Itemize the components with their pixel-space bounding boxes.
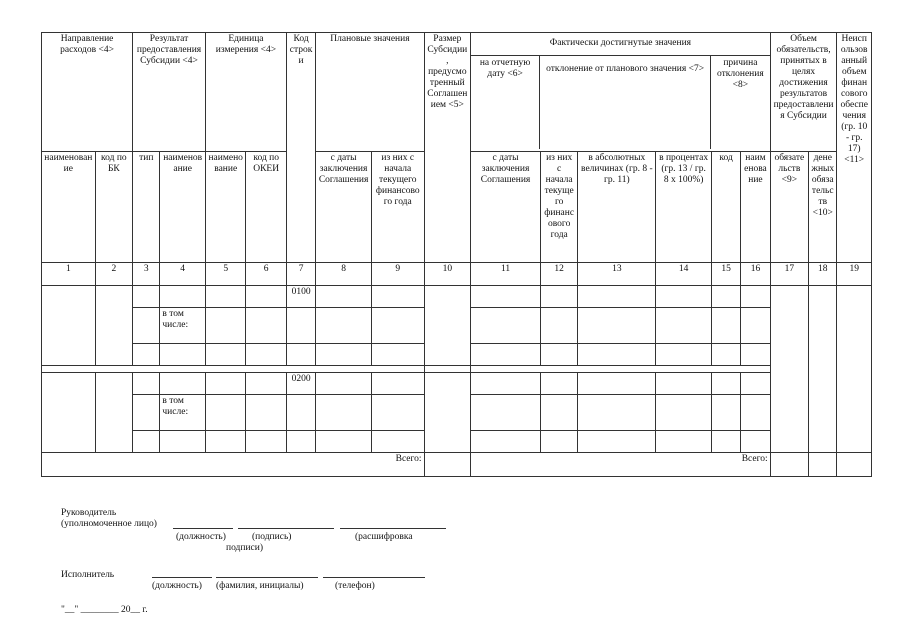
exec-position-caption: (должность) (152, 581, 202, 591)
cell-subsidy-size[interactable] (424, 286, 471, 366)
spacer-cell (42, 366, 425, 373)
column-numbers-row (42, 263, 872, 286)
cell[interactable] (540, 431, 577, 453)
cell[interactable] (656, 395, 712, 431)
cell[interactable] (471, 344, 541, 366)
sub-okei-code: код по ОКЕИ (246, 152, 286, 263)
cell[interactable] (656, 431, 712, 453)
head-decoding-line[interactable] (340, 528, 446, 529)
total-subsidy-size[interactable] (424, 453, 471, 477)
cell[interactable] (133, 308, 160, 344)
line-code-cell: 0100 (286, 286, 315, 308)
sub-monetary-obligations: денежных обязательств <10> (809, 152, 837, 263)
cell[interactable] (711, 286, 740, 308)
cell[interactable] (316, 395, 372, 431)
head-position-caption: (должность) (176, 532, 226, 542)
cell[interactable] (246, 344, 286, 366)
cell[interactable] (160, 373, 206, 395)
head-decoding-caption-2: подписи) (226, 543, 264, 553)
header-subsidy-size: Размер Субсидии, предусмотренный Соглашением <5> (424, 33, 471, 263)
col-number: 2 (95, 263, 132, 286)
spacer-cell (424, 366, 471, 373)
cell[interactable] (741, 286, 770, 308)
cell[interactable] (160, 431, 206, 453)
cell[interactable] (316, 431, 372, 453)
col-number: 6 (246, 263, 286, 286)
sub-reason-name: наименование (741, 152, 770, 263)
table-row (42, 373, 872, 395)
cell[interactable] (471, 308, 541, 344)
header-actual-on-date: на отчетную дату <6> (471, 56, 540, 149)
cell[interactable] (371, 373, 424, 395)
cell[interactable] (578, 395, 656, 431)
sub-direction-name: наименование (42, 152, 96, 263)
cell[interactable] (246, 395, 286, 431)
cell[interactable] (711, 373, 740, 395)
cell[interactable] (133, 373, 160, 395)
sub-actual-from-year: из них с начала текущего финансового года (540, 152, 577, 263)
col-number: 7 (286, 263, 315, 286)
cell[interactable] (540, 373, 577, 395)
col-number: 12 (540, 263, 577, 286)
table-row-spacer (42, 366, 872, 373)
cell-monetary-obligations[interactable] (809, 286, 837, 453)
spacer-cell (471, 366, 771, 373)
sub-obligations: обязательств <9> (770, 152, 808, 263)
sub-planned-from-year: из них с начала текущего финансового года (371, 152, 424, 263)
exec-name-line[interactable] (216, 577, 318, 578)
line-code-cell: 0200 (286, 373, 315, 395)
cell[interactable] (316, 373, 372, 395)
sub-reason-code: код (711, 152, 740, 263)
cell[interactable] (316, 308, 372, 344)
header-result: Результат предоставления Субсидии <4> (133, 33, 206, 152)
cell[interactable] (133, 395, 160, 431)
cell-direction-name[interactable] (42, 373, 96, 453)
total-label-right: Всего: (471, 453, 771, 477)
cell[interactable] (371, 308, 424, 344)
exec-name-caption: (фамилия, инициалы) (216, 581, 304, 591)
sub-dev-percent: в процентах (гр. 13 / гр. 8 x 100%) (656, 152, 712, 263)
header-planned: Плановые значения (316, 33, 424, 152)
head-signature-caption: (подпись) (252, 532, 292, 542)
total-unused[interactable] (837, 453, 872, 477)
sub-dev-absolute: в абсолютных величинах (гр. 8 - гр. 11) (578, 152, 656, 263)
cell[interactable] (286, 344, 315, 366)
including-label: в том числе: (160, 308, 206, 344)
header-row-groups (42, 33, 872, 152)
cell[interactable] (741, 373, 770, 395)
col-number: 15 (711, 263, 740, 286)
cell[interactable] (205, 373, 245, 395)
header-deviation: отклонение от планового значения <7> (540, 56, 711, 149)
cell[interactable] (371, 286, 424, 308)
sub-bk-code: код по БК (95, 152, 132, 263)
col-number: 17 (770, 263, 808, 286)
cell[interactable] (711, 395, 740, 431)
cell[interactable] (133, 431, 160, 453)
cell-unused[interactable] (837, 286, 872, 453)
cell[interactable] (578, 286, 656, 308)
cell[interactable] (286, 395, 315, 431)
total-monetary-obligations[interactable] (809, 453, 837, 477)
cell[interactable] (205, 344, 245, 366)
cell[interactable] (540, 395, 577, 431)
cell[interactable] (578, 308, 656, 344)
total-obligations[interactable] (770, 453, 808, 477)
cell[interactable] (656, 286, 712, 308)
cell[interactable] (711, 431, 740, 453)
col-number: 19 (837, 263, 872, 286)
header-unit: Единица измерения <4> (205, 33, 286, 152)
head-decoding-caption: (расшифровка (355, 532, 413, 542)
header-unused: Неиспользованный объем финансового обеспечения (гр. 10 - гр. 17) <11> (837, 33, 872, 263)
cell-obligations[interactable] (770, 286, 808, 453)
exec-phone-caption: (телефон) (335, 581, 375, 591)
cell[interactable] (540, 344, 577, 366)
table-row (42, 286, 872, 308)
cell-bk-code[interactable] (95, 286, 132, 366)
head-signature-line[interactable] (238, 528, 334, 529)
col-number: 18 (809, 263, 837, 286)
col-number: 5 (205, 263, 245, 286)
col-number: 14 (656, 263, 712, 286)
executor-label: Исполнитель (61, 570, 115, 580)
cell[interactable] (711, 344, 740, 366)
col-number: 3 (133, 263, 160, 286)
col-number: 1 (42, 263, 96, 286)
cell[interactable] (578, 373, 656, 395)
header-line-code: Код строки (286, 33, 315, 263)
col-number: 8 (316, 263, 372, 286)
col-number: 10 (424, 263, 471, 286)
col-number: 13 (578, 263, 656, 286)
cell[interactable] (133, 286, 160, 308)
cell[interactable] (371, 431, 424, 453)
cell[interactable] (160, 286, 206, 308)
total-row (42, 453, 872, 477)
exec-phone-line[interactable] (323, 577, 425, 578)
cell[interactable] (741, 308, 770, 344)
exec-position-line[interactable] (152, 577, 212, 578)
head-position-line[interactable] (173, 528, 233, 529)
cell[interactable] (205, 308, 245, 344)
cell[interactable] (540, 308, 577, 344)
including-label: в том числе: (160, 395, 206, 431)
sub-result-type: тип (133, 152, 160, 263)
cell[interactable] (205, 395, 245, 431)
cell[interactable] (286, 431, 315, 453)
cell[interactable] (656, 344, 712, 366)
report-table (41, 32, 872, 477)
col-number: 11 (471, 263, 541, 286)
cell[interactable] (246, 286, 286, 308)
cell[interactable] (711, 308, 740, 344)
cell[interactable] (371, 395, 424, 431)
sub-planned-from-date: с даты заключения Соглашения (316, 152, 372, 263)
cell[interactable] (471, 431, 541, 453)
cell-subsidy-size[interactable] (424, 373, 471, 453)
total-label-left: Всего: (42, 453, 425, 477)
cell[interactable] (246, 431, 286, 453)
date-line[interactable]: "__" ________ 20__ г. (61, 605, 148, 615)
cell[interactable] (133, 344, 160, 366)
cell[interactable] (316, 286, 372, 308)
col-number: 9 (371, 263, 424, 286)
header-reason: причина отклонения <8> (717, 58, 764, 90)
cell[interactable] (160, 344, 206, 366)
cell[interactable] (656, 308, 712, 344)
header-actual: Фактически достигнутые значения (471, 33, 770, 56)
cell[interactable] (741, 344, 770, 366)
cell-bk-code[interactable] (95, 373, 132, 453)
header-actual-group (471, 33, 771, 152)
header-obligations-volume: Объем обязательств, принятых в целях достижения результатов предоставления Субсидии (770, 33, 837, 152)
cell[interactable] (286, 308, 315, 344)
cell[interactable] (540, 286, 577, 308)
cell[interactable] (471, 395, 541, 431)
sub-result-name: наименование (160, 152, 206, 263)
cell[interactable] (578, 344, 656, 366)
cell[interactable] (316, 344, 372, 366)
cell[interactable] (205, 431, 245, 453)
cell[interactable] (471, 373, 541, 395)
head-label: Руководитель (61, 508, 117, 518)
cell[interactable] (205, 286, 245, 308)
sub-actual-from-date: с даты заключения Соглашения (471, 152, 541, 263)
cell[interactable] (371, 344, 424, 366)
cell[interactable] (741, 395, 770, 431)
col-number: 16 (741, 263, 770, 286)
header-direction: Направление расходов <4> (42, 33, 133, 152)
cell[interactable] (471, 286, 541, 308)
cell[interactable] (578, 431, 656, 453)
sub-unit-name: наименование (205, 152, 245, 263)
cell[interactable] (246, 308, 286, 344)
cell-direction-name[interactable] (42, 286, 96, 366)
cell[interactable] (246, 373, 286, 395)
col-number: 4 (160, 263, 206, 286)
head-label-authorized: (уполномоченное лицо) (61, 519, 157, 529)
cell[interactable] (656, 373, 712, 395)
cell[interactable] (741, 431, 770, 453)
